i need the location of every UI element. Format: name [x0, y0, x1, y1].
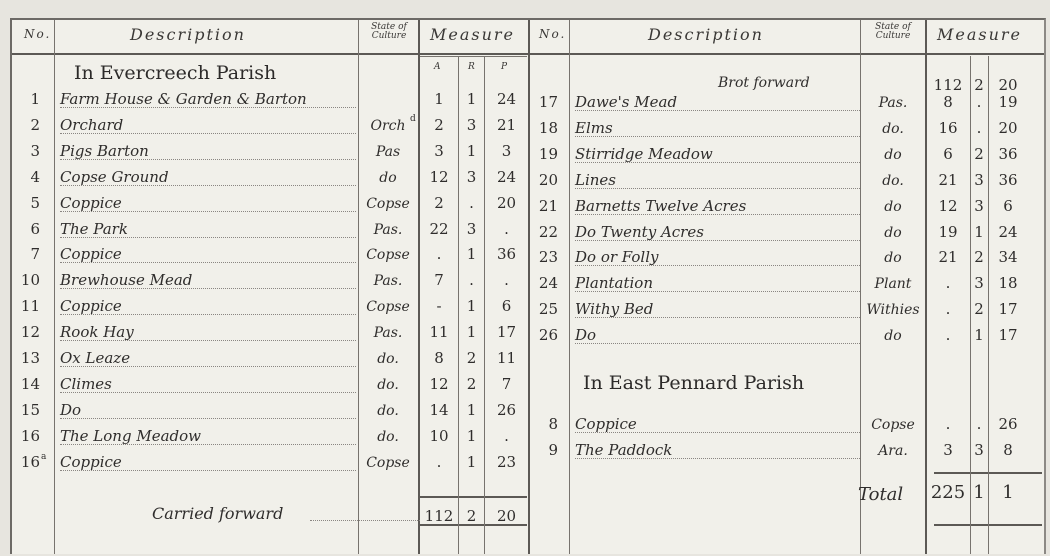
row-perches: 21 [496, 115, 517, 134]
row-description: Elms [575, 118, 613, 137]
dot-leader [575, 343, 860, 344]
total-a: 225 [930, 482, 966, 503]
dot-leader [575, 188, 860, 189]
row-description: Coppice [60, 297, 122, 316]
row-state-of-culture: do. [377, 402, 399, 419]
row-acres: 11 [429, 323, 449, 342]
row-number: 9 [548, 441, 558, 459]
row-perches: 17 [998, 326, 1018, 345]
dot-leader [575, 136, 860, 137]
row-perches: 36 [998, 144, 1018, 163]
header-description-right: Description [648, 25, 764, 44]
row-state-of-culture: do [379, 169, 397, 186]
dot-leader [575, 162, 860, 163]
dot-leader [575, 432, 860, 433]
row-perches: 24 [496, 90, 517, 108]
row-acres: . [945, 274, 951, 293]
dot-leader [60, 470, 356, 471]
row-description: Copse Ground [60, 167, 169, 186]
dot-leader [60, 185, 356, 186]
row-state-of-culture: do [884, 146, 902, 163]
dot-leader [60, 262, 356, 263]
row-acres: 22 [429, 219, 449, 238]
row-description: Coppice [60, 452, 122, 471]
row-acres: 3 [943, 441, 953, 459]
row-state-of-culture: do. [377, 376, 399, 393]
row-state-of-culture: do. [377, 351, 399, 367]
row-description: The Long Meadow [60, 426, 201, 445]
row-acres: 8 [434, 349, 444, 367]
dot-leader [575, 110, 860, 111]
row-number: 24 [538, 274, 558, 293]
row-number: 16 [20, 452, 40, 471]
row-state-of-culture: do [884, 250, 902, 267]
row-description: Dawe's Mead [575, 93, 678, 111]
row-perches: 26 [998, 415, 1018, 433]
row-roods: 2 [466, 349, 477, 367]
row-roods: 1 [466, 323, 477, 342]
header-description: Description [130, 25, 246, 44]
row-state-suffix: d [410, 113, 416, 124]
row-description: Withy Bed [575, 300, 654, 319]
row-acres: . [945, 415, 951, 433]
row-state-of-culture: Pas. [373, 221, 403, 238]
carried-forward-a: 112 [424, 507, 454, 525]
row-roods: . [469, 271, 474, 290]
row-description: Stirridge Meadow [575, 144, 713, 163]
dot-leader [575, 214, 860, 215]
row-acres: 3 [434, 141, 444, 160]
row-number: 26 [538, 326, 558, 345]
dot-leader [60, 133, 356, 134]
row-description: Plantation [575, 274, 653, 293]
row-perches: 26 [496, 400, 517, 419]
row-perches: 3 [501, 141, 512, 160]
row-acres: 6 [943, 144, 953, 163]
dot-leader [60, 237, 356, 238]
row-state-of-culture: Copse [366, 247, 410, 264]
row-roods: . [976, 93, 982, 111]
row-perches: 6 [1003, 196, 1013, 215]
row-state-of-culture: Copse [366, 454, 410, 471]
row-number: 10 [20, 271, 40, 290]
row-acres: 12 [429, 374, 449, 393]
row-state-of-culture: Ara. [878, 443, 908, 459]
ledger-sheet [10, 18, 1046, 554]
row-description: Coppice [60, 193, 122, 212]
row-state-of-culture: Pas. [373, 325, 403, 342]
row-roods: 1 [974, 222, 984, 241]
row-description: Barnetts Twelve Acres [575, 196, 747, 215]
row-acres: 16 [938, 118, 958, 137]
row-number: 8 [548, 415, 558, 433]
row-roods: 1 [466, 245, 477, 264]
row-number: 4 [30, 167, 40, 186]
row-acres: 21 [938, 170, 958, 189]
row-description: Coppice [575, 415, 637, 433]
row-number: 11 [20, 297, 40, 316]
row-number: 23 [538, 248, 558, 267]
unit-r: R [468, 62, 475, 72]
dot-leader [575, 458, 860, 459]
row-roods: 1 [466, 400, 477, 419]
brought-forward-r: 2 [974, 76, 984, 94]
dot-leader [575, 240, 860, 241]
dot-leader [60, 392, 356, 393]
row-roods: 1 [466, 452, 477, 471]
row-state-of-culture: Orch [370, 117, 406, 134]
row-perches: . [504, 271, 509, 290]
row-perches: 36 [496, 245, 517, 264]
row-perches: 24 [496, 167, 517, 186]
row-description: Do Twenty Acres [575, 222, 704, 241]
row-number: 3 [30, 141, 40, 160]
header-measure-right: Measure [937, 25, 1023, 44]
row-perches: 24 [998, 222, 1018, 241]
row-roods: . [976, 415, 982, 433]
row-number: 16 [20, 426, 40, 445]
row-roods: 3 [974, 441, 984, 459]
row-roods: 3 [974, 170, 984, 189]
row-number: 6 [30, 219, 40, 238]
dot-leader [575, 317, 860, 318]
dot-leader [60, 288, 356, 289]
row-perches: . [504, 219, 509, 238]
brought-forward-a: 112 [933, 76, 963, 94]
row-state-of-culture: do. [882, 172, 904, 189]
row-number: 1 [30, 90, 40, 108]
row-acres: 21 [938, 248, 958, 267]
carried-forward-rule [419, 496, 527, 498]
row-roods: . [976, 118, 982, 137]
row-state-of-culture: do [884, 198, 902, 215]
row-acres: 2 [434, 115, 444, 134]
row-roods: 3 [974, 196, 984, 215]
total-p: 1 [1002, 482, 1014, 503]
row-description: Lines [575, 170, 616, 189]
dot-leader [60, 366, 356, 367]
header-no-right: No. [539, 27, 567, 41]
row-perches: 17 [496, 323, 517, 342]
row-state-of-culture: Withies [866, 302, 920, 319]
row-roods: 1 [466, 90, 477, 108]
row-number: 17 [538, 93, 558, 111]
row-state-of-culture: Copse [366, 299, 410, 316]
row-roods: 3 [466, 219, 477, 238]
dot-leader [60, 211, 356, 212]
row-perches: 20 [998, 118, 1018, 137]
row-number: 15 [20, 400, 40, 419]
row-description: Climes [60, 374, 112, 393]
carried-forward-label: Carried forward [152, 504, 284, 523]
row-description: The Paddock [575, 441, 673, 459]
row-description: Brewhouse Mead [60, 271, 193, 290]
row-perches: 11 [496, 349, 517, 367]
row-number: 2 [30, 115, 40, 134]
row-number: 22 [538, 222, 558, 241]
carried-forward-r: 2 [466, 507, 477, 525]
total-r: 1 [973, 482, 985, 503]
row-description: Do or Folly [575, 248, 659, 267]
dot-leader [310, 520, 420, 521]
row-roods: 1 [974, 326, 984, 345]
row-perches: 34 [998, 248, 1018, 267]
row-acres: 14 [429, 400, 449, 419]
row-description: Do [60, 400, 82, 419]
row-number-suffix: a [41, 451, 47, 462]
row-perches: 6 [501, 297, 512, 316]
dot-leader [60, 444, 356, 445]
row-acres: 10 [429, 426, 449, 445]
row-perches: 7 [501, 374, 512, 393]
dot-leader [60, 314, 356, 315]
brought-forward-p: 20 [998, 76, 1018, 94]
row-acres: 19 [938, 222, 958, 241]
row-acres: 12 [938, 196, 958, 215]
row-number: 5 [30, 193, 40, 212]
row-state-of-culture: do [884, 224, 902, 241]
row-state-of-culture: do [884, 328, 902, 345]
row-number: 12 [20, 323, 40, 342]
dot-leader [60, 418, 356, 419]
row-roods: . [469, 193, 474, 212]
row-roods: 1 [466, 297, 477, 316]
row-description: Ox Leaze [60, 349, 131, 367]
row-number: 20 [538, 170, 558, 189]
row-perches: 23 [496, 452, 517, 471]
unit-p: P [501, 62, 508, 72]
row-description: Do [575, 326, 597, 345]
row-acres: 2 [434, 193, 444, 212]
header-measure: Measure [430, 25, 516, 44]
row-state-of-culture: Pas. [878, 95, 908, 111]
dot-leader [60, 107, 356, 108]
row-description: Coppice [60, 245, 122, 264]
row-roods: 3 [466, 115, 477, 134]
row-perches: 18 [998, 274, 1018, 293]
row-description: Pigs Barton [60, 141, 149, 160]
row-roods: 1 [466, 426, 477, 445]
row-state-of-culture: Pas. [373, 273, 403, 290]
row-state-of-culture: Plant [874, 276, 912, 293]
dot-leader [60, 159, 356, 160]
row-description: The Park [60, 219, 128, 238]
row-state-of-culture: Copse [366, 195, 410, 212]
row-perches: . [504, 426, 509, 445]
row-acres: 12 [429, 167, 449, 186]
row-perches: 19 [998, 93, 1018, 111]
row-roods: 2 [974, 300, 984, 319]
row-roods: 3 [974, 274, 984, 293]
unit-a: A [434, 62, 441, 72]
row-acres: . [945, 300, 951, 319]
row-acres: . [436, 452, 442, 471]
row-perches: 36 [998, 170, 1018, 189]
row-state-of-culture: Copse [871, 417, 915, 433]
row-number: 14 [20, 374, 40, 393]
row-number: 19 [538, 144, 558, 163]
measure-header-rule-left [419, 56, 527, 57]
row-acres: 1 [434, 90, 444, 108]
header-state: State of Culture [371, 22, 407, 41]
row-perches: 8 [1003, 441, 1013, 459]
row-state-of-culture: Pas [375, 143, 401, 160]
row-perches: 20 [496, 193, 517, 212]
header-state-right: State of Culture [875, 22, 911, 41]
col-rule [54, 20, 55, 554]
header-no: No. [24, 27, 52, 41]
row-roods: 2 [974, 144, 984, 163]
row-state-of-culture: do. [882, 120, 904, 137]
brought-forward-label: Brot forward [718, 75, 810, 91]
row-roods: 1 [466, 141, 477, 160]
row-number: 21 [538, 196, 558, 215]
dot-leader [575, 265, 860, 266]
dot-leader [60, 340, 356, 341]
row-description: Rook Hay [60, 323, 134, 342]
row-roods: 2 [974, 248, 984, 267]
total-label: Total [858, 484, 904, 505]
row-description: Farm House & Garden & Barton [60, 90, 307, 108]
row-number: 18 [538, 118, 558, 137]
parish-heading-evercreech: In Evercreech Parish [74, 62, 277, 84]
row-acres: 8 [943, 93, 953, 111]
row-acres: - [436, 297, 442, 316]
row-acres: . [436, 245, 442, 264]
dot-leader [575, 291, 860, 292]
row-number: 25 [538, 300, 558, 319]
carried-forward-p: 20 [496, 507, 517, 525]
row-description: Orchard [60, 115, 124, 134]
col-rule [569, 20, 570, 554]
row-acres: . [945, 326, 951, 345]
parish-heading-east-pennard: In East Pennard Parish [583, 372, 805, 394]
row-number: 13 [20, 349, 40, 367]
row-acres: 7 [434, 271, 444, 290]
row-roods: 3 [466, 167, 477, 186]
row-perches: 17 [998, 300, 1018, 319]
row-roods: 2 [466, 374, 477, 393]
row-state-of-culture: do. [377, 428, 399, 445]
row-number: 7 [30, 245, 40, 264]
